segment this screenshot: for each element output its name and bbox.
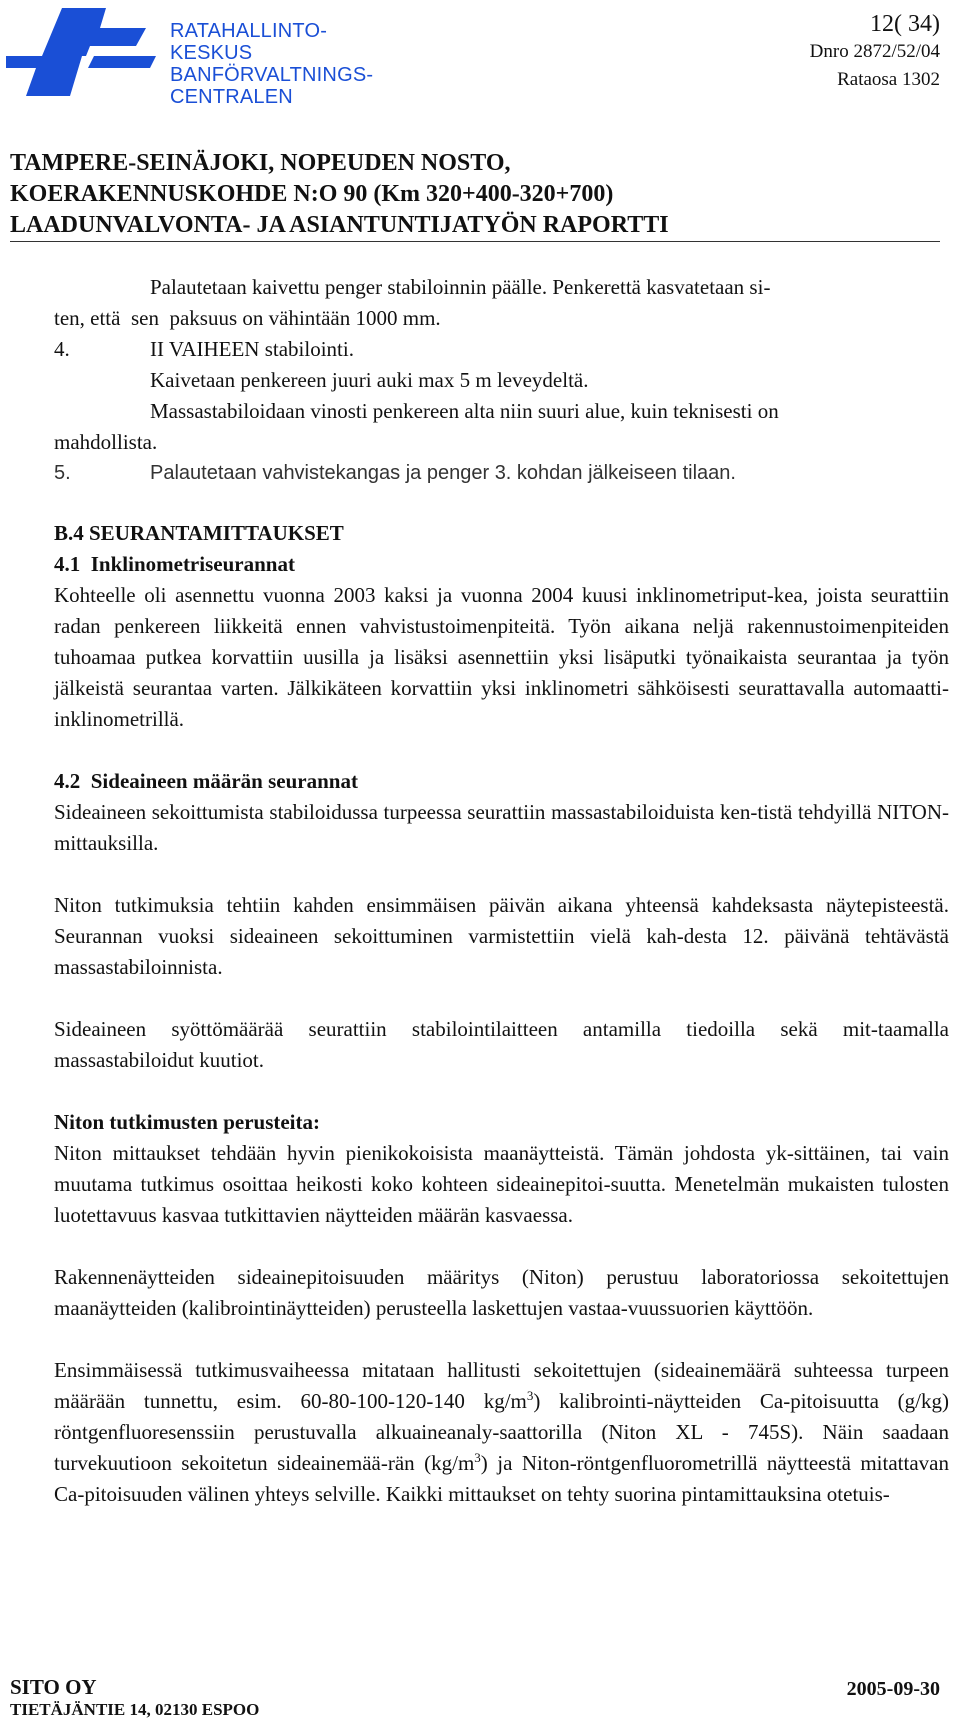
step-title: II VAIHEEN stabilointi. [150, 337, 354, 361]
rataosa-reference: Rataosa 1302 [837, 69, 940, 90]
text-run: Ensimmäisessä tutkimusvaiheessa mitataan hallitusti sekoitettujen (sideainemäärä suhteessa turpeen määrään tunnettu, esim. 60-80-100-120-140 kg/m [54, 1358, 949, 1413]
page-number: 12( 34) [870, 11, 940, 37]
title-line: LAADUNVALVONTA- JA ASIANTUNTIJATYÖN RAPORTTI [10, 212, 669, 238]
company-address: TIETÄJÄNTIE 14, 02130 ESPOO [10, 1700, 260, 1719]
logo-shape-upper [42, 8, 146, 56]
section-heading-b4: B.4 SEURANTAMITTAUKSET [54, 521, 344, 545]
section-heading-4-2: 4.2 Sideaineen määrän seurannat [54, 769, 358, 793]
document-meta [810, 10, 940, 94]
step-number: 4. [54, 337, 70, 361]
step-4 [54, 334, 949, 365]
org-line: RATAHALLINTO- [170, 20, 328, 42]
header-divider [10, 241, 940, 242]
org-line: CENTRALEN [170, 86, 293, 108]
text-run: ) ja Niton-röntgenfluorometrillä näytteestä mitattavan Ca-pitoisuuden välinen yhteys selville. Kaikki mittaukset on tehty suorina pintamittauksina otetuis- [54, 1451, 949, 1506]
section-heading-4-1: 4.1 Inklinometriseurannat [54, 552, 295, 576]
step-line: Massastabiloidaan vinosti penkereen alta niin suuri alue, kuin teknisesti on [150, 399, 779, 423]
step-text: Palautetaan vahvistekangas ja penger 3. kohdan jälkeiseen tilaan. [150, 462, 736, 484]
title-line: KOERAKENNUSKOHDE N:O 90 (Km 320+400-320+700) [10, 181, 614, 207]
org-line: BANFÖRVALTNINGS- [170, 64, 374, 86]
paragraph: Sideaineen sekoittumista stabiloidussa turpeessa seurattiin massastabiloiduista ken-tistä tehdyillä NITON-mittauksilla. [54, 800, 949, 855]
text-run: ) kalibrointi-näytteiden Ca-pitoisuutta (g/kg) röntgenfluoresenssiin perustuvalla alkuaineanaly-saattorilla (Niton XL - 745S). Näin saadaan turvekuutioon sekoitetun sideainemää-rän (kg/m [54, 1389, 949, 1475]
organization-name [170, 20, 373, 108]
niton-heading: Niton tutkimusten perusteita: [54, 1110, 320, 1134]
paragraph: Kohteelle oli asennettu vuonna 2003 kaksi ja vuonna 2004 kuusi inklinometriput-kea, joista seurattiin radan penkereen liikkeitä ennen vahvistustoimenpiteitä. Työn aikana neljä rakennustoimenpiteiden tuhoamaa putkea korvattiin uusilla ja lisäksi asennettiin yksi lisäputki työnaikaista seurantaa ja työn jälkeistä seurantaa varten. Jälkikäteen korvattiin yksi inklinometri sähköisesti seurattavalla automaatti-inklinometrillä. [54, 583, 949, 731]
document-title [10, 148, 669, 241]
org-line: KESKUS [170, 42, 253, 64]
dnro-reference: Dnro 2872/52/04 [809, 41, 940, 62]
step-line: mahdollista. [54, 430, 158, 454]
logo-shape-lower [6, 56, 82, 96]
step-number: 5. [54, 462, 71, 484]
step-5 [54, 458, 949, 489]
company-name: SITO OY [10, 1675, 97, 1699]
paragraph: Sideaineen syöttömäärää seurattiin stabilointilaitteen antamilla tiedoilla sekä mit-taamalla massastabiloidut kuutiot. [54, 1017, 949, 1072]
superscript: 3 [526, 1388, 534, 1403]
document-body [54, 272, 949, 1510]
title-line: TAMPERE-SEINÄJOKI, NOPEUDEN NOSTO, [10, 150, 511, 176]
step-line: Kaivetaan penkereen juuri auki max 5 m leveydeltä. [150, 368, 589, 392]
paragraph [54, 1355, 949, 1510]
intro-line: ten, että sen paksuus on vähintään 1000 mm. [54, 306, 441, 330]
footer-company [10, 1675, 259, 1721]
footer-date: 2005-09-30 [846, 1678, 940, 1700]
superscript: 3 [474, 1450, 481, 1465]
paragraph: Rakennenäytteiden sideainepitoisuuden määritys (Niton) perustuu laboratoriossa sekoitettujen maanäytteiden (kalibrointinäytteiden) perusteella laskettujen vastaa-vuussuorien käyttöön. [54, 1265, 949, 1320]
organization-logo [6, 6, 161, 98]
paragraph: Niton mittaukset tehdään hyvin pienikokoisista maanäytteistä. Tämän johdosta yk-sittäinen, tai vain muutama tutkimus osoittaa heikosti koko kohteen sideainepitoi-suutta. Menetelmän mukaisten tulosten luotettavuus kasvaa tutkittavien näytteiden määrän kasvaessa. [54, 1141, 949, 1227]
paragraph: Niton tutkimuksia tehtiin kahden ensimmäisen päivän aikana yhteensä kahdeksasta näytepisteestä. Seurannan vuoksi sideaineen sekoittuminen varmistettiin vielä kah-desta 12. päivänä tehtävästä massastabiloinnista. [54, 893, 949, 979]
intro-line: Palautetaan kaivettu penger stabiloinnin päälle. Penkerettä kasvatetaan si- [150, 275, 771, 299]
logo-shape-stripe [88, 56, 156, 68]
